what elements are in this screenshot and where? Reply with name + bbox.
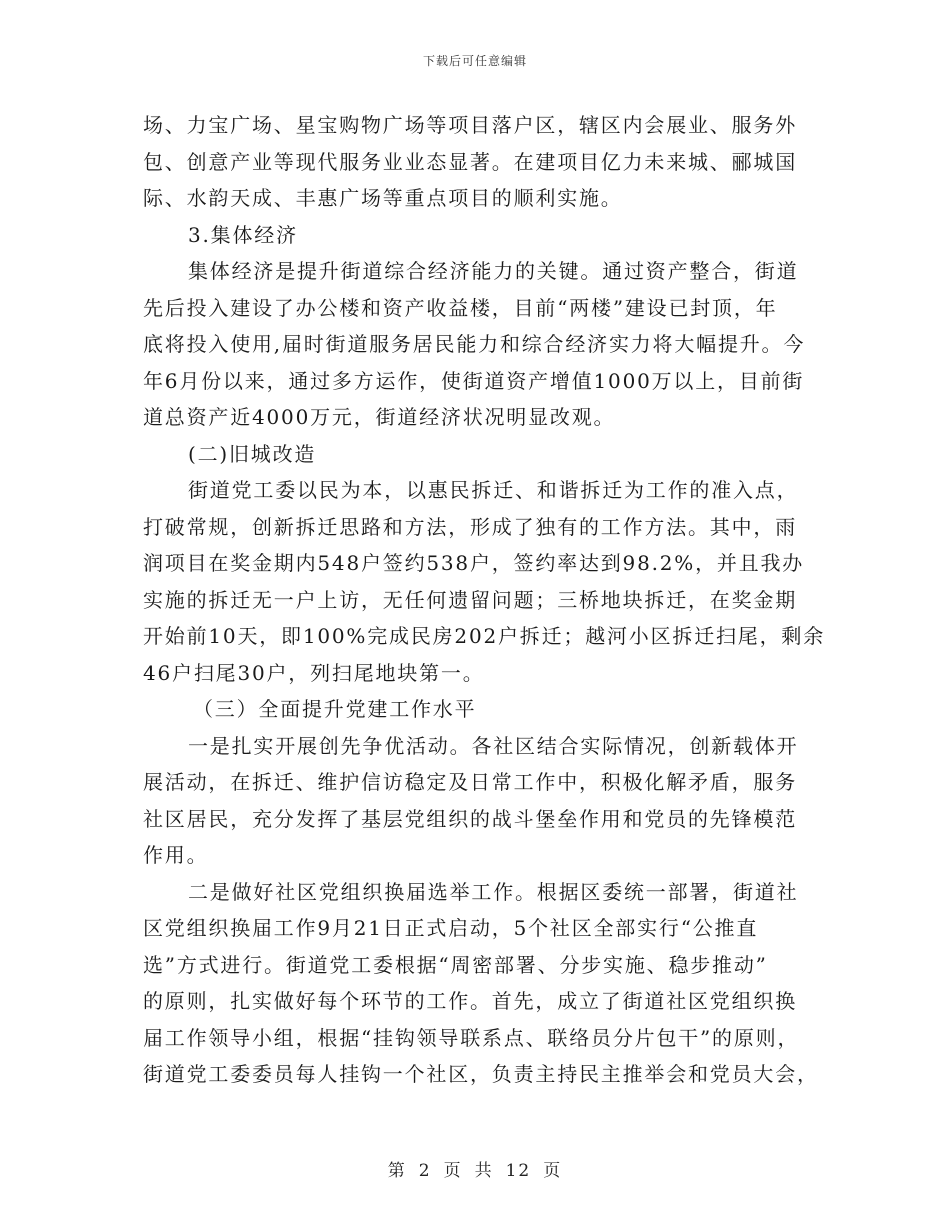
paragraph-start: 街道党工委以民为本，以惠民拆迁、和谐拆迁为工作的准入点， (188, 478, 799, 502)
body-line: 际、水韵天成、丰惠广场等重点项目的顺利实施。 (143, 186, 623, 210)
current-page-number: 2 (418, 1161, 432, 1181)
footer-total-word: 共 (474, 1161, 494, 1181)
body-line: 的原则，扎实做好每个环节的工作。首先，成立了街道社区党组织换 (143, 989, 797, 1013)
body-line: 道总资产近4000万元，街道经济状况明显改观。 (143, 405, 616, 429)
body-line: 打破常规，创新拆迁思路和方法，形成了独有的工作方法。其中，雨 (143, 514, 797, 539)
section-heading: 3.集体经济 (188, 222, 298, 247)
body-line: 包、创意产业等现代服务业业态显著。在建项目亿力未来城、郦城国 (143, 149, 797, 174)
body-line: 润项目在奖金期内548户签约538户，签约率达到98.2%，并且我办 (143, 551, 805, 575)
header-note: 下载后可任意编辑 (422, 54, 527, 68)
body-line: 社区居民，充分发挥了基层党组织的战斗堡垒作用和党员的先锋模范 (143, 806, 797, 831)
body-line: 先后投入建设了办公楼和资产收益楼，目前“两楼”建设已封顶，年 (143, 295, 778, 320)
body-line: 年6月份以来，通过多方运作，使街道资产增值1000万以上，目前街 (143, 368, 805, 393)
total-pages-number: 12 (505, 1161, 532, 1181)
page-footer (0, 1156, 950, 1181)
paragraph-start: 集体经济是提升街道综合经济能力的关键。通过资产整合，街道 (188, 259, 799, 283)
body-line: 展活动，在拆迁、维护信访稳定及日常工作中，积极化解矛盾，服务 (143, 770, 797, 794)
footer-page-word: 页 (443, 1161, 463, 1181)
body-line: 实施的拆迁无一户上访，无任何遗留问题；三桥地块拆迁，在奖金期 (143, 587, 797, 612)
section-heading: (二)旧城改造 (188, 441, 317, 466)
paragraph-start: 一是扎实开展创先争优活动。各社区结合实际情况，创新载体开 (188, 733, 799, 758)
body-line: 区党组织换届工作9月21日正式启动，5个社区全部实行“公推直 (143, 916, 759, 940)
document-body (143, 107, 825, 1093)
footer-suffix: 页 (543, 1161, 563, 1181)
body-line: 开始前10天，即100%完成民房202户拆迁；越河小区拆迁扫尾，剩余 (143, 624, 825, 648)
body-line: 选”方式进行。街道党工委根据“周密部署、分步实施、稳步推动” (143, 952, 768, 977)
body-line: 作用。 (143, 843, 209, 867)
footer-prefix: 第 (387, 1161, 407, 1181)
body-line: 届工作领导小组，根据“挂钩领导联系点、联络员分片包干”的原则， (143, 1025, 800, 1050)
body-line: 底将投入使用,届时街道服务居民能力和综合经济实力将大幅提升。今 (143, 332, 806, 356)
body-line: 场、力宝广场、星宝购物广场等项目落户区，辖区内会展业、服务外 (143, 113, 797, 137)
body-line: 街道党工委委员每人挂钩一个社区，负责主持民主推举会和党员大会， (143, 1062, 819, 1086)
paragraph-start: 二是做好社区党组织换届选举工作。根据区委统一部署，街道社 (188, 879, 799, 904)
section-heading: （三）全面提升党建工作水平 (193, 697, 477, 721)
body-line: 46户扫尾30户，列扫尾地块第一。 (143, 660, 485, 685)
